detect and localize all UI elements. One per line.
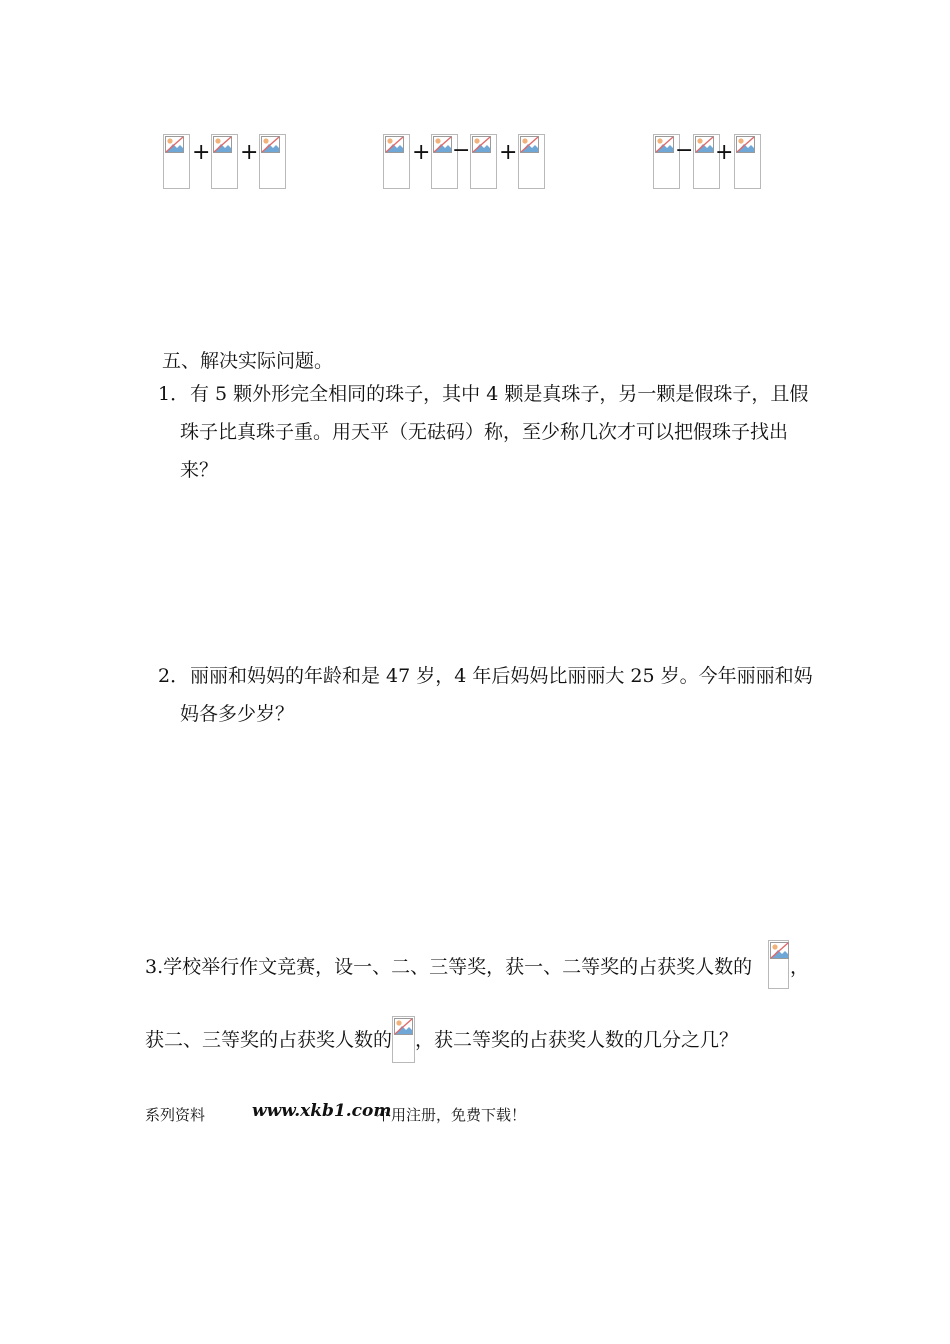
question-1-number: 1． (158, 383, 190, 405)
question-3-line-1 (145, 955, 752, 979)
section-heading: 五、解决实际问题。 (162, 350, 334, 372)
broken-image-icon (211, 134, 238, 189)
broken-image-icon (518, 134, 545, 189)
broken-image-icon (259, 134, 286, 189)
question-1-line-2: 珠子比真珠子重。用天平（无砝码）称，至少称几次才可以把假珠子找出 (180, 421, 789, 443)
broken-image-icon (392, 1016, 415, 1063)
question-2-line-1: 丽丽和妈妈的年龄和是 47 岁，4 年后妈妈比丽丽大 25 岁。今年丽丽和妈 (190, 665, 813, 687)
plus-sign: + (499, 140, 518, 165)
plus-sign: + (192, 140, 211, 165)
footer-series-label: 系列资料 (145, 1106, 206, 1124)
question-3-line-1-text: 3.学校举行作文竞赛，设一、二、三等奖，获一、二等奖的占获奖人数的 (145, 956, 753, 978)
footer-free-download: 不用注册，免费下载！ (376, 1106, 527, 1124)
plus-sign: + (240, 140, 259, 165)
broken-image-icon (383, 134, 410, 189)
broken-image-icon (163, 134, 190, 189)
broken-image-icon (768, 940, 789, 989)
broken-image-icon (470, 134, 497, 189)
question-3-line-2-end: ，获二等奖的占获奖人数的几分之几？ (415, 1029, 739, 1051)
question-1-line-1: 有 5 颗外形完全相同的珠子，其中 4 颗是真珠子，另一颗是假珠子，且假 (190, 383, 809, 405)
question-2-number: 2． (158, 665, 190, 687)
minus-sign: − (675, 138, 694, 163)
footer-site-url[interactable]: www.xkb1.com (252, 1101, 392, 1121)
question-2-line-2: 妈各多少岁？ (180, 703, 295, 725)
plus-sign: + (412, 140, 431, 165)
question-3-line-1-comma: ， (790, 956, 810, 978)
question-1-line-3: 来？ (180, 459, 219, 481)
question-3-line-2-start: 获二、三等奖的占获奖人数的 (145, 1029, 393, 1051)
minus-sign: − (452, 138, 471, 163)
broken-image-icon (734, 134, 761, 189)
plus-sign: + (715, 140, 734, 165)
